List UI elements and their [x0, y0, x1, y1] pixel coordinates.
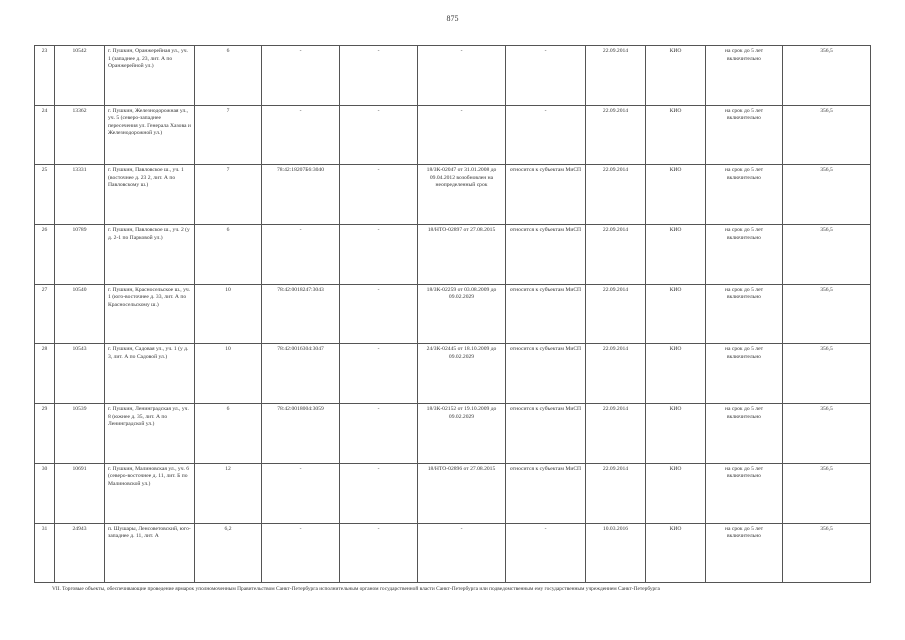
cell-column-6: -	[340, 523, 418, 583]
cell-contract-document: 18/ЗК-02047 от 31.01.2008 до 09.04.2012 возобновлен на неопределенный срок	[418, 165, 506, 225]
cell-authority: КИО	[646, 344, 706, 404]
cell-row-number: 25	[35, 165, 55, 225]
cell-authority: КИО	[646, 46, 706, 106]
cell-term: на срок до 5 лет включительно	[706, 105, 783, 165]
cell-address: г. Пушкин, Малиновская ул., уч. 6 (северо-восточнее д. 11, лит. Б по Малиновской ул.)	[105, 463, 195, 523]
table-row	[35, 225, 871, 285]
cell-cadastral-number: 78:42:0016304:3047	[262, 344, 340, 404]
cell-smb-status: относится к субъектам МиСП	[506, 165, 586, 225]
cell-row-number: 29	[35, 404, 55, 464]
cell-cadastral-number: -	[262, 225, 340, 285]
cell-contract-document: 24/ЗК-02445 от 18.10.2009 до 09.02.2029	[418, 344, 506, 404]
section-footnote: VII. Торговые объекты, обеспечивающие проведение ярмарок уполномоченным Правительством Санкт-Петербурга исполнительным органом государственной власти Санкт-Петербурга или подведомственным ему государственным учреждением Санкт-Петербурга	[52, 586, 660, 592]
cell-authority: КИО	[646, 105, 706, 165]
cell-address: г. Пушкин, Павловское ш., уч. 1 (восточнее д. 23 2, лит. А по Павловскому ш.)	[105, 165, 195, 225]
cell-column-6: -	[340, 225, 418, 285]
cell-inclusion-date: 22.09.2014	[586, 46, 646, 106]
cell-smb-status: -	[506, 46, 586, 106]
cell-column-6: -	[340, 105, 418, 165]
cell-inclusion-date: 22.09.2014	[586, 404, 646, 464]
cell-price: 356,5	[783, 463, 871, 523]
cell-area: 6	[195, 404, 262, 464]
cell-row-number: 27	[35, 284, 55, 344]
cell-row-number: 24	[35, 105, 55, 165]
cell-price: 356,5	[783, 344, 871, 404]
cell-area: 10	[195, 284, 262, 344]
cell-address: г. Пушкин, Оранжерейная ул., уч. 1 (западнее д. 23, лит. А по Оранжерейной ул.)	[105, 46, 195, 106]
cell-row-number: 23	[35, 46, 55, 106]
cell-smb-status: относится к субъектам МиСП	[506, 463, 586, 523]
cell-object-id: 10540	[55, 284, 105, 344]
cell-address: г. Пушкин, Железнодорожная ул., уч. 5 (северо-западнее пересечения ул. Генерала Хазова и Железнодорожной ул.)	[105, 105, 195, 165]
cell-term: на срок до 5 лет включительно	[706, 523, 783, 583]
cell-object-id: 24943	[55, 523, 105, 583]
cell-row-number: 28	[35, 344, 55, 404]
cell-cadastral-number: -	[262, 105, 340, 165]
cell-authority: КИО	[646, 165, 706, 225]
cell-inclusion-date: 22.09.2014	[586, 463, 646, 523]
cell-cadastral-number: 78:42:0018247:3043	[262, 284, 340, 344]
cell-area: 6,2	[195, 523, 262, 583]
cell-area: 10	[195, 344, 262, 404]
cell-area: 7	[195, 105, 262, 165]
cell-object-id: 13331	[55, 165, 105, 225]
cell-address: г. Пушкин, Красносельское ш., уч. 1 (юго-восточнее д. 33, лит. А по Красносельскому ш.)	[105, 284, 195, 344]
cell-inclusion-date: 22.09.2014	[586, 284, 646, 344]
cell-cadastral-number: -	[262, 523, 340, 583]
cell-price: 356,5	[783, 105, 871, 165]
cell-price: 356,5	[783, 46, 871, 106]
table-body	[35, 46, 871, 583]
cell-price: 356,5	[783, 523, 871, 583]
cell-smb-status: относится к субъектам МиСП	[506, 284, 586, 344]
cell-smb-status: -	[506, 523, 586, 583]
cell-address: г. Пушкин, Садовая ул., уч. 1 (у д. 3, лит. А по Садовой ул.)	[105, 344, 195, 404]
cell-area: 7	[195, 165, 262, 225]
cell-authority: КИО	[646, 284, 706, 344]
cell-smb-status: -	[506, 105, 586, 165]
table-row	[35, 404, 871, 464]
cell-contract-document: 18/НТО-02896 от 27.08.2015	[418, 463, 506, 523]
table-row	[35, 463, 871, 523]
cell-smb-status: относится к субъектам МиСП	[506, 404, 586, 464]
cell-authority: КИО	[646, 225, 706, 285]
cell-smb-status: относится к субъектам МиСП	[506, 344, 586, 404]
cell-column-6: -	[340, 46, 418, 106]
cell-inclusion-date: 22.09.2014	[586, 344, 646, 404]
cell-authority: КИО	[646, 463, 706, 523]
page-number: 875	[446, 14, 459, 23]
cell-price: 356,5	[783, 284, 871, 344]
cell-term: на срок до 5 лет включительно	[706, 404, 783, 464]
cell-area: 6	[195, 46, 262, 106]
cell-term: на срок до 5 лет включительно	[706, 284, 783, 344]
cell-contract-document: 18/ЗК-02259 от 03.08.2009 до 09.02.2029	[418, 284, 506, 344]
cell-term: на срок до 5 лет включительно	[706, 463, 783, 523]
cell-object-id: 10789	[55, 225, 105, 285]
registry-table	[34, 45, 871, 583]
cell-object-id: 10539	[55, 404, 105, 464]
cell-cadastral-number: 78:42:0018004:3059	[262, 404, 340, 464]
cell-authority: КИО	[646, 523, 706, 583]
table-row	[35, 105, 871, 165]
cell-row-number: 26	[35, 225, 55, 285]
cell-inclusion-date: 22.09.2014	[586, 165, 646, 225]
cell-price: 356,5	[783, 404, 871, 464]
cell-term: на срок до 5 лет включительно	[706, 344, 783, 404]
table-row	[35, 284, 871, 344]
cell-authority: КИО	[646, 404, 706, 464]
cell-address: г. Пушкин, Павловское ш., уч. 2 (у д. 2-1 по Парковой ул.)	[105, 225, 195, 285]
cell-cadastral-number: -	[262, 46, 340, 106]
cell-inclusion-date: 10.03.2016	[586, 523, 646, 583]
cell-cadastral-number: 78:42:18207Б6:3040	[262, 165, 340, 225]
cell-price: 356,5	[783, 225, 871, 285]
table-row	[35, 344, 871, 404]
cell-row-number: 30	[35, 463, 55, 523]
cell-object-id: 13362	[55, 105, 105, 165]
cell-contract-document: 18/НТО-02897 от 27.08.2015	[418, 225, 506, 285]
cell-object-id: 10542	[55, 46, 105, 106]
cell-contract-document: -	[418, 105, 506, 165]
cell-column-6: -	[340, 404, 418, 464]
cell-term: на срок до 5 лет включительно	[706, 46, 783, 106]
cell-object-id: 10543	[55, 344, 105, 404]
cell-contract-document: -	[418, 523, 506, 583]
cell-column-6: -	[340, 284, 418, 344]
cell-column-6: -	[340, 165, 418, 225]
table-row	[35, 165, 871, 225]
cell-column-6: -	[340, 463, 418, 523]
cell-smb-status: относится к субъектам МиСП	[506, 225, 586, 285]
cell-area: 12	[195, 463, 262, 523]
cell-term: на срок до 5 лет включительно	[706, 225, 783, 285]
cell-row-number: 31	[35, 523, 55, 583]
cell-term: на срок до 5 лет включительно	[706, 165, 783, 225]
table-row	[35, 46, 871, 106]
cell-inclusion-date: 22.09.2014	[586, 105, 646, 165]
cell-price: 356,5	[783, 165, 871, 225]
table-row	[35, 523, 871, 583]
cell-area: 6	[195, 225, 262, 285]
cell-contract-document: -	[418, 46, 506, 106]
cell-inclusion-date: 22.09.2014	[586, 225, 646, 285]
cell-cadastral-number: -	[262, 463, 340, 523]
cell-address: г. Пушкин, Ленинградская ул., уч. 8 (южнее д. 35, лит. А по Ленинградской ул.)	[105, 404, 195, 464]
cell-column-6: -	[340, 344, 418, 404]
cell-object-id: 10691	[55, 463, 105, 523]
cell-address: п. Шушары, Ленсоветовский, юго-западнее д. 11, лит. А	[105, 523, 195, 583]
cell-contract-document: 18/ЗК-02152 от 19.10.2009 до 09.02.2029	[418, 404, 506, 464]
